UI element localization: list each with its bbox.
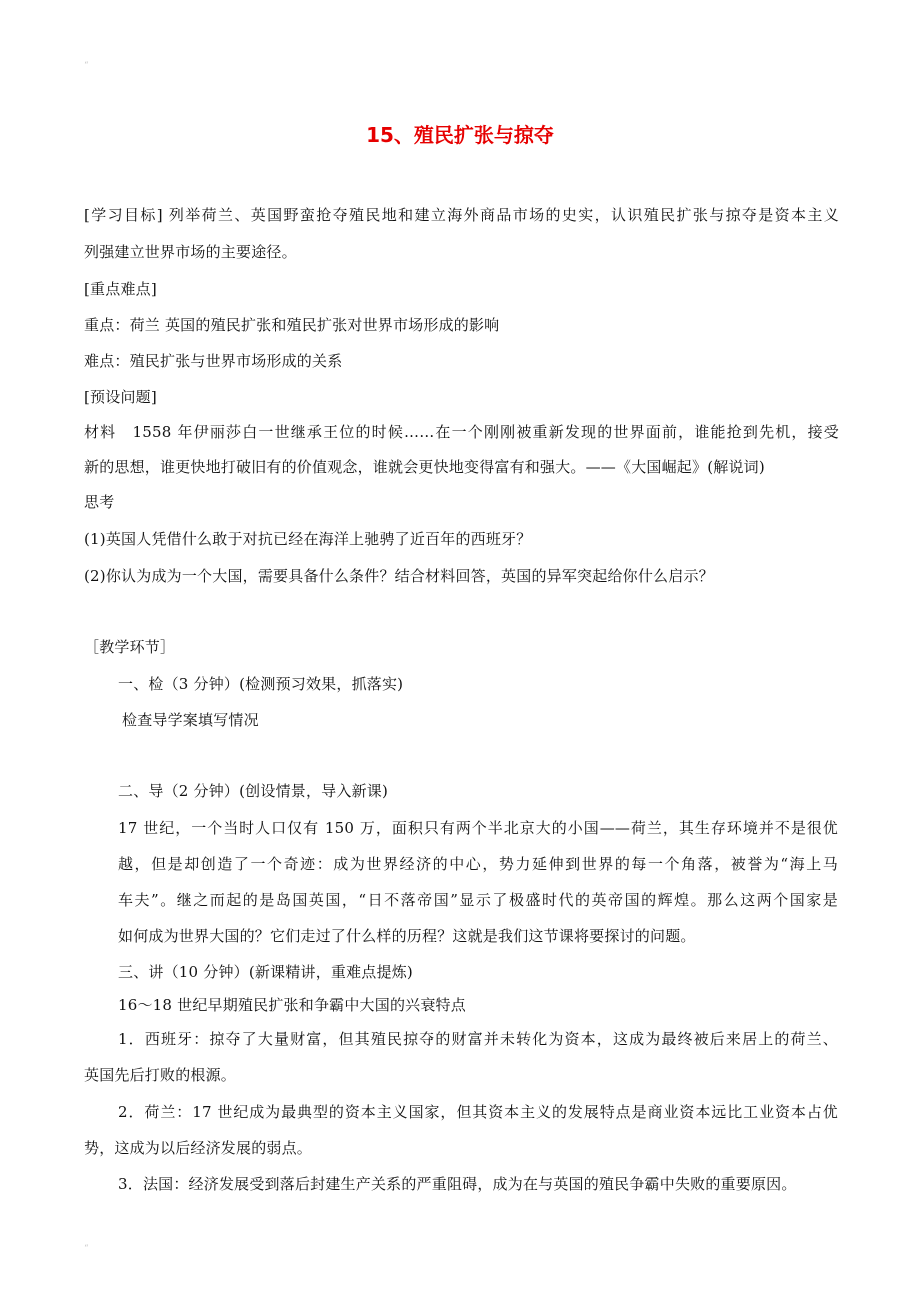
step-1-heading: 一、检（3 分钟）(检测预习效果，抓落实) (118, 675, 404, 693)
netherlands-line-2: 势，这成为以后经济发展的弱点。 (84, 1139, 313, 1157)
france-line: 3．法国：经济发展受到落后封建生产关系的严重阻碍，成为在与英国的殖民争霸中失败的重要原因。 (118, 1175, 797, 1193)
key-points-heading: [重点难点] (84, 280, 157, 298)
preset-questions-heading: [预设问题] (84, 388, 157, 406)
step-2-paragraph-line-2: 越，但是却创造了一个奇迹：成为世界经济的中心，势力延伸到世界的每一个角落，被誉为“海上马 (118, 855, 838, 873)
learning-goal-line-2: 列强建立世界市场的主要途径。 (84, 243, 297, 261)
learning-goal-line-1: [学习目标] 列举荷兰、英国野蛮抢夺殖民地和建立海外商品市场的史实，认识殖民扩张与掠夺是资本主义 (84, 206, 839, 224)
step-2-paragraph-line-3: 车夫”。继之而起的是岛国英国，“日不落帝国”显示了极盛时代的英帝国的辉煌。那么这两个国家是 (118, 891, 838, 909)
teaching-steps-heading: ［教学环节］ (84, 638, 176, 656)
question-1: (1)英国人凭借什么敢于对抗已经在海洋上驰骋了近百年的西班牙？ (84, 530, 532, 548)
spain-line-1: 1．西班牙：掠夺了大量财富，但其殖民掠夺的财富并未转化为资本，这成为最终被后来居上的荷兰、 (118, 1030, 838, 1048)
material-line-2: 新的思想，谁更快地打破旧有的价值观念，谁就会更快地变得富有和强大。——《大国崛起》(解说词) (84, 458, 765, 476)
page-title: 15、殖民扩张与掠夺 (366, 123, 554, 147)
step-3-heading: 三、讲（10 分钟）(新课精讲，重难点提炼) (118, 963, 413, 981)
question-2: (2)你认为成为一个大国，需要具备什么条件？结合材料回答，英国的异军突起给你什么启示？ (84, 567, 714, 585)
corner-mark-top: “ (84, 61, 89, 71)
spain-line-2: 英国先后打败的根源。 (84, 1066, 237, 1084)
think-heading: 思考 (84, 493, 115, 511)
key-point-text: 重点：荷兰 英国的殖民扩张和殖民扩张对世界市场形成的影响 (84, 316, 500, 334)
corner-mark-bottom: “ (84, 1244, 89, 1254)
step-2-paragraph-line-1: 17 世纪，一个当时人口仅有 150 万，面积只有两个半北京大的小国——荷兰，其生存环境并不是很优 (118, 819, 838, 837)
step-3-subheading: 16～18 世纪早期殖民扩张和争霸中大国的兴衰特点 (118, 996, 466, 1014)
netherlands-line-1: 2．荷兰：17 世纪成为最典型的资本主义国家，但其资本主义的发展特点是商业资本远比工业资本占优 (118, 1103, 838, 1121)
step-1-text: 检查导学案填写情况 (122, 711, 259, 729)
material-line-1: 材料 1558 年伊丽莎白一世继承王位的时候……在一个刚刚被重新发现的世界面前，谁能抢到先机，接受 (84, 423, 839, 441)
step-2-heading: 二、导（2 分钟）(创设情景，导入新课) (118, 782, 389, 800)
step-2-paragraph-line-4: 如何成为世界大国的？它们走过了什么样的历程？这就是我们这节课将要探讨的问题。 (118, 927, 696, 945)
difficult-point-text: 难点：殖民扩张与世界市场形成的关系 (84, 352, 343, 370)
